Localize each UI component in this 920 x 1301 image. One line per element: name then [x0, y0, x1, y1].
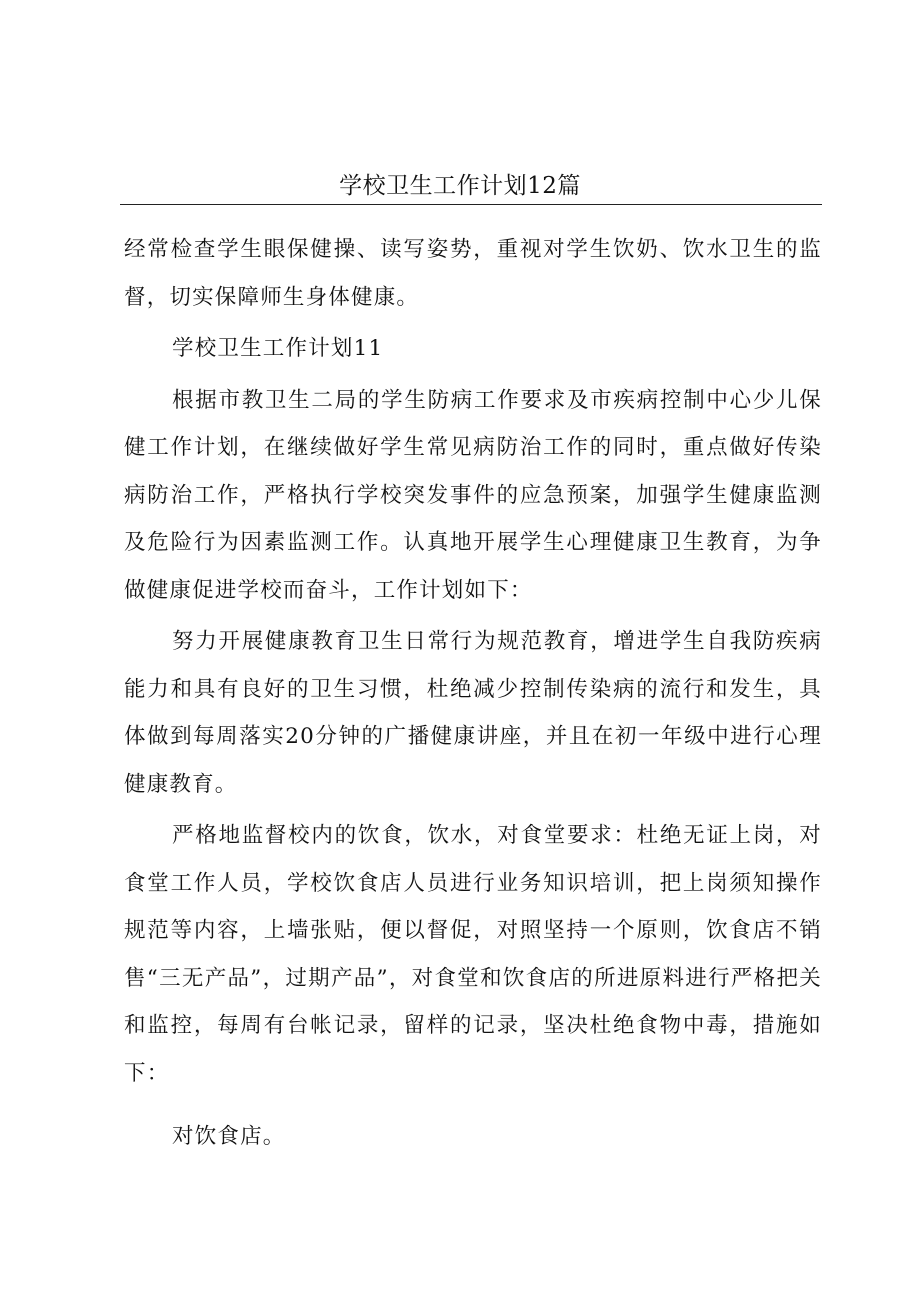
header-divider — [120, 204, 822, 205]
paragraph-continuation: 经常检查学生眼保健操、读写姿势，重视对学生饮奶、饮水卫生的监督，切实保障师生身体健康。 — [124, 237, 822, 310]
paragraph-canteen: 对饮食店。 — [172, 1124, 286, 1149]
page-header-title: 学校卫生工作计划12篇 — [339, 173, 581, 199]
section-heading: 学校卫生工作计划11 — [172, 336, 384, 361]
paragraph-food-supervision: 严格地监督校内的饮食，饮水，对食堂要求：杜绝无证上岗，对食堂工作人员，学校饮食店人员进行业务知识培训，把上岗须知操作规范等内容，上墙张贴，便以督促，对照坚持一个原则，饮食店不销售“三无产品”，过期产品”，对食堂和饮食店的所进原料进行严格把关和监控，每周有台帐记录，留样的记录，坚决杜绝食物中毒，措施如下： — [124, 823, 822, 1086]
paragraph-intro: 根据市教卫生二局的学生防病工作要求及市疾病控制中心少儿保健工作计划，在继续做好学生常见病防治工作的同时，重点做好传染病防治工作，严格执行学校突发事件的应急预案，加强学生健康监测及危险行为因素监测工作。认真地开展学生心理健康卫生教育，为争做健康促进学校而奋斗，工作计划如下： — [124, 387, 822, 603]
document-body — [124, 226, 822, 1161]
paragraph-health-education: 努力开展健康教育卫生日常行为规范教育，增进学生自我防疾病能力和具有良好的卫生习惯，杜绝减少控制传染病的流行和发生，具体做到每周落实20分钟的广播健康讲座，并且在初一年级中进行心理健康教育。 — [124, 629, 822, 797]
